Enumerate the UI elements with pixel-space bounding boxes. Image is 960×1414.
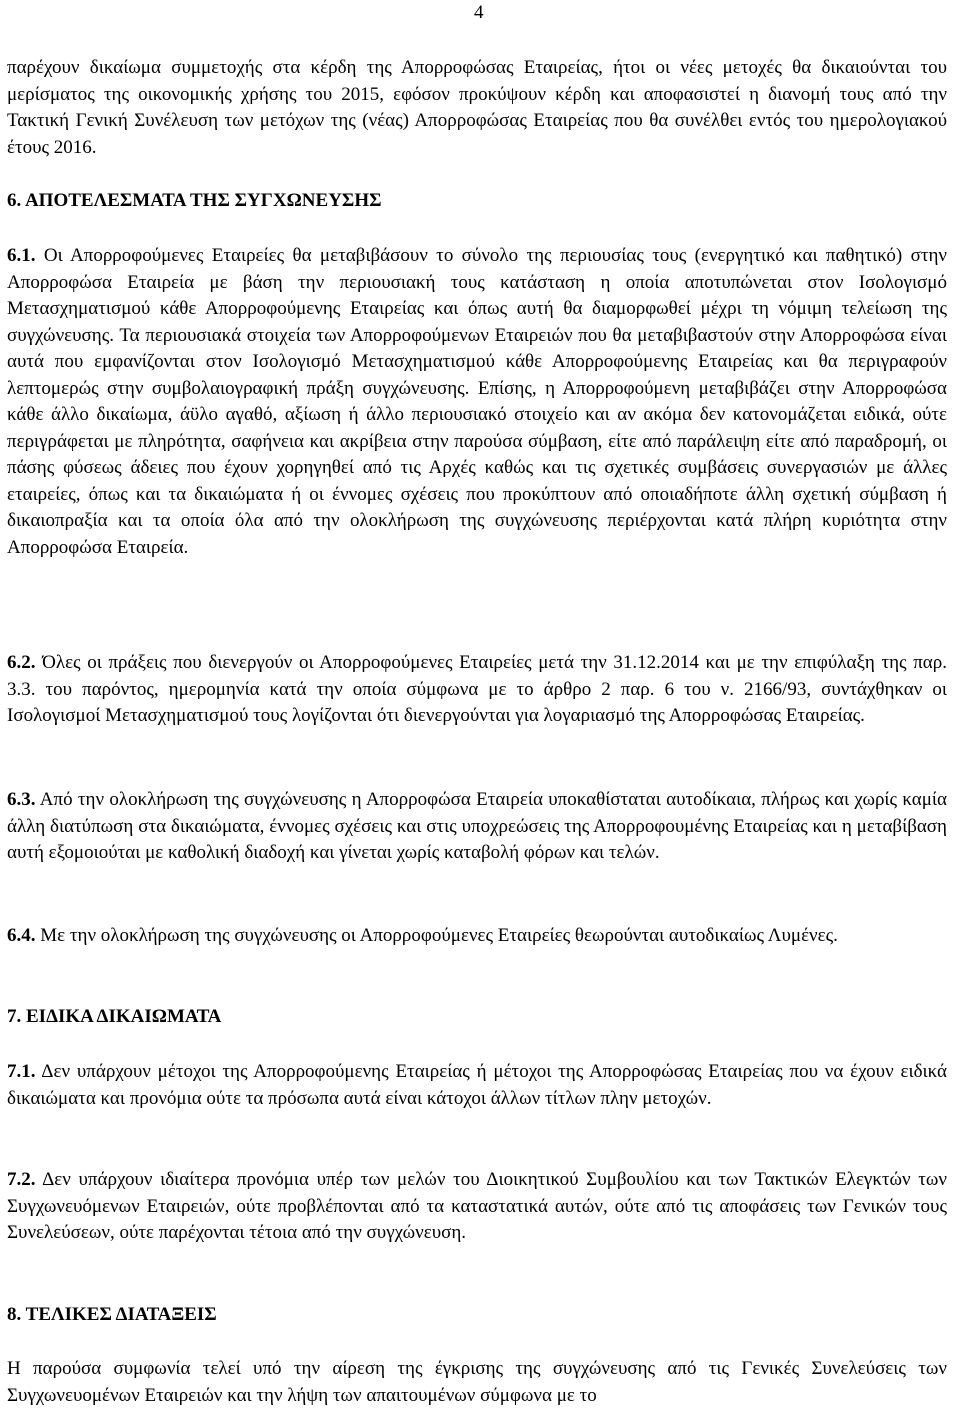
paragraph-7-2-text: Δεν υπάρχουν ιδιαίτερα προνόμια υπέρ των μελών του Διοικητικού Συμβουλίου και των Τακτικών Ελεγκτών των Συγχωνευόμενων Εταιρειών, ούτε προβλέπονται από τα καταστατικά αυτών, ούτε από τις αποφάσεις των Γενικών τους Συνελεύσεων, ούτε παρέχονται τέτοια από την συγχώνευση.: [7, 1169, 947, 1243]
section-7-heading: 7. ΕΙΔΙΚΑ ΔΙΚΑΙΩΜΑΤΑ: [7, 1006, 222, 1027]
paragraph-6-1-number: 6.1.: [7, 245, 36, 266]
paragraph-6-3-number: 6.3.: [7, 789, 36, 810]
paragraph-6-3-text: Από την ολοκλήρωση της συγχώνευσης η Απορροφώσα Εταιρεία υποκαθίσταται αυτοδίκαια, πλήρως και χωρίς καμία άλλη διατύπωση στα δικαιώματα, έννομες σχέσεις και στις υποχρεώσεις της Απορροφουμένης Εταιρείας και η μεταβίβαση αυτή εξομοιούται με καθολική διαδοχή και γίνεται χωρίς καταβολή φόρων και τελών.: [7, 789, 947, 863]
paragraph-6-3: [7, 787, 947, 867]
paragraph-7-1-text: Δεν υπάρχουν μέτοχοι της Απορροφούμενης Εταιρείας ή μέτοχοι της Απορροφώσας Εταιρείας που να έχουν ειδικά δικαιώματα και προνόμια ούτε τα πρόσωπα αυτά είναι κάτοχοι άλλων τίτλων πλην μετοχών.: [7, 1061, 947, 1109]
paragraph-6-1: [7, 243, 947, 561]
paragraph-6-1-text: Οι Απορροφούμενες Εταιρείες θα μεταβιβάσουν το σύνολο της περιουσίας τους (ενεργητικό και παθητικό) στην Απορροφώσα Εταιρεία με βάση την περιουσιακή τους κατάσταση η οποία αποτυπώνεται στον Ισολογισμό Μετασχηματισμού κάθε Απορροφούμενης Εταιρείας και όπως αυτή θα διαμορφωθεί μέχρι τη νόμιμη τελείωση της συγχώνευσης. Τα περιουσιακά στοιχεία των Απορροφούμενων Εταιρειών που θα μεταβιβαστούν στην Απορροφώσα είναι αυτά που εμφανίζονται στον Ισολογισμό Μετασχηματισμού κάθε Απορροφούμενης Εταιρείας και θα περιγραφούν λεπτομερώς στην συμβολαιογραφική πράξη συγχώνευσης. Επίσης, η Απορροφούμενη μεταβιβάζει στην Απορροφώσα κάθε άλλο δικαίωμα, άϋλο αγαθό, αξίωση ή άλλο περιουσιακό στοιχείο και αν ακόμα δεν κατονομάζεται ειδικά, ούτε περιγράφεται με πληρότητα, σαφήνεια και ακρίβεια στην παρούσα σύμβαση, είτε από παράλειψη είτε από παραδρομή, οι πάσης φύσεως άδειες που έχουν χορηγηθεί από τις Αρχές καθώς και τις σχετικές συμβάσεις συνεργασιών με άλλες εταιρείες, όπως και τα δικαιώματα ή οι έννομες σχέσεις που προκύπτουν από οποιαδήποτε άλλη σχετική σύμβαση ή δικαιοπραξία και τα οποία όλα από την ολοκλήρωση της συγχώνευσης περιέρχονται κατά πλήρη κυριότητα στην Απορροφώσα Εταιρεία.: [7, 245, 947, 558]
paragraph-6-4-text: Με την ολοκλήρωση της συγχώνευσης οι Απορροφούμενες Εταιρείες θεωρούνται αυτοδικαίως Λυμένες.: [35, 925, 838, 946]
intro-paragraph: παρέχουν δικαίωμα συμμετοχής στα κέρδη της Απορροφώσας Εταιρείας, ήτοι οι νέες μετοχές θα δικαιούνται του μερίσματος της οικονομικής χρήσης του 2015, εφόσον προκύψουν κέρδη και αποφασιστεί η διανομή τους από την Τακτική Γενική Συνέλευση των μετόχων της (νέας) Απορροφώσας Εταιρείας που θα συνέλθει εντός του ημερολογιακού έτους 2016.: [7, 57, 947, 158]
paragraph-6-2-number: 6.2.: [7, 652, 36, 673]
paragraph-7-1: [7, 1059, 947, 1112]
section-8-heading: 8. ΤΕΛΙΚΕΣ ΔΙΑΤΑΞΕΙΣ: [7, 1304, 217, 1325]
paragraph-7-2: [7, 1167, 947, 1247]
paragraph-7-1-number: 7.1.: [7, 1061, 36, 1082]
paragraph-6-4: [7, 923, 947, 950]
paragraph-6-4-number: 6.4.: [7, 925, 36, 946]
page-number: 4: [474, 2, 484, 23]
paragraph-8-1: Η παρούσα συμφωνία τελεί υπό την αίρεση της έγκρισης της συγχώνευσης από τις Γενικές Συνελεύσεις των Συγχωνευομένων Εταιρειών και την λήψη των απαιτουμένων σύμφωνα με το: [7, 1358, 947, 1406]
section-6-heading: 6. ΑΠΟΤΕΛΕΣΜΑΤΑ ΤΗΣ ΣΥΓΧΩΝΕΥΣΗΣ: [7, 190, 382, 211]
paragraph-6-2-text: Όλες οι πράξεις που διενεργούν οι Απορροφούμενες Εταιρείες μετά την 31.12.2014 και με την επιφύλαξη της παρ. 3.3. του παρόντος, ημερομηνία κατά την οποία σύμφωνα με το άρθρο 2 παρ. 6 του ν. 2166/93, συντάχθηκαν οι Ισολογισμοί Μετασχηματισμού τους λογίζονται ότι διενεργούνται για λογαριασμό της Απορροφώσας Εταιρείας.: [7, 652, 947, 726]
paragraph-7-2-number: 7.2.: [7, 1169, 36, 1190]
paragraph-6-2: [7, 650, 947, 730]
